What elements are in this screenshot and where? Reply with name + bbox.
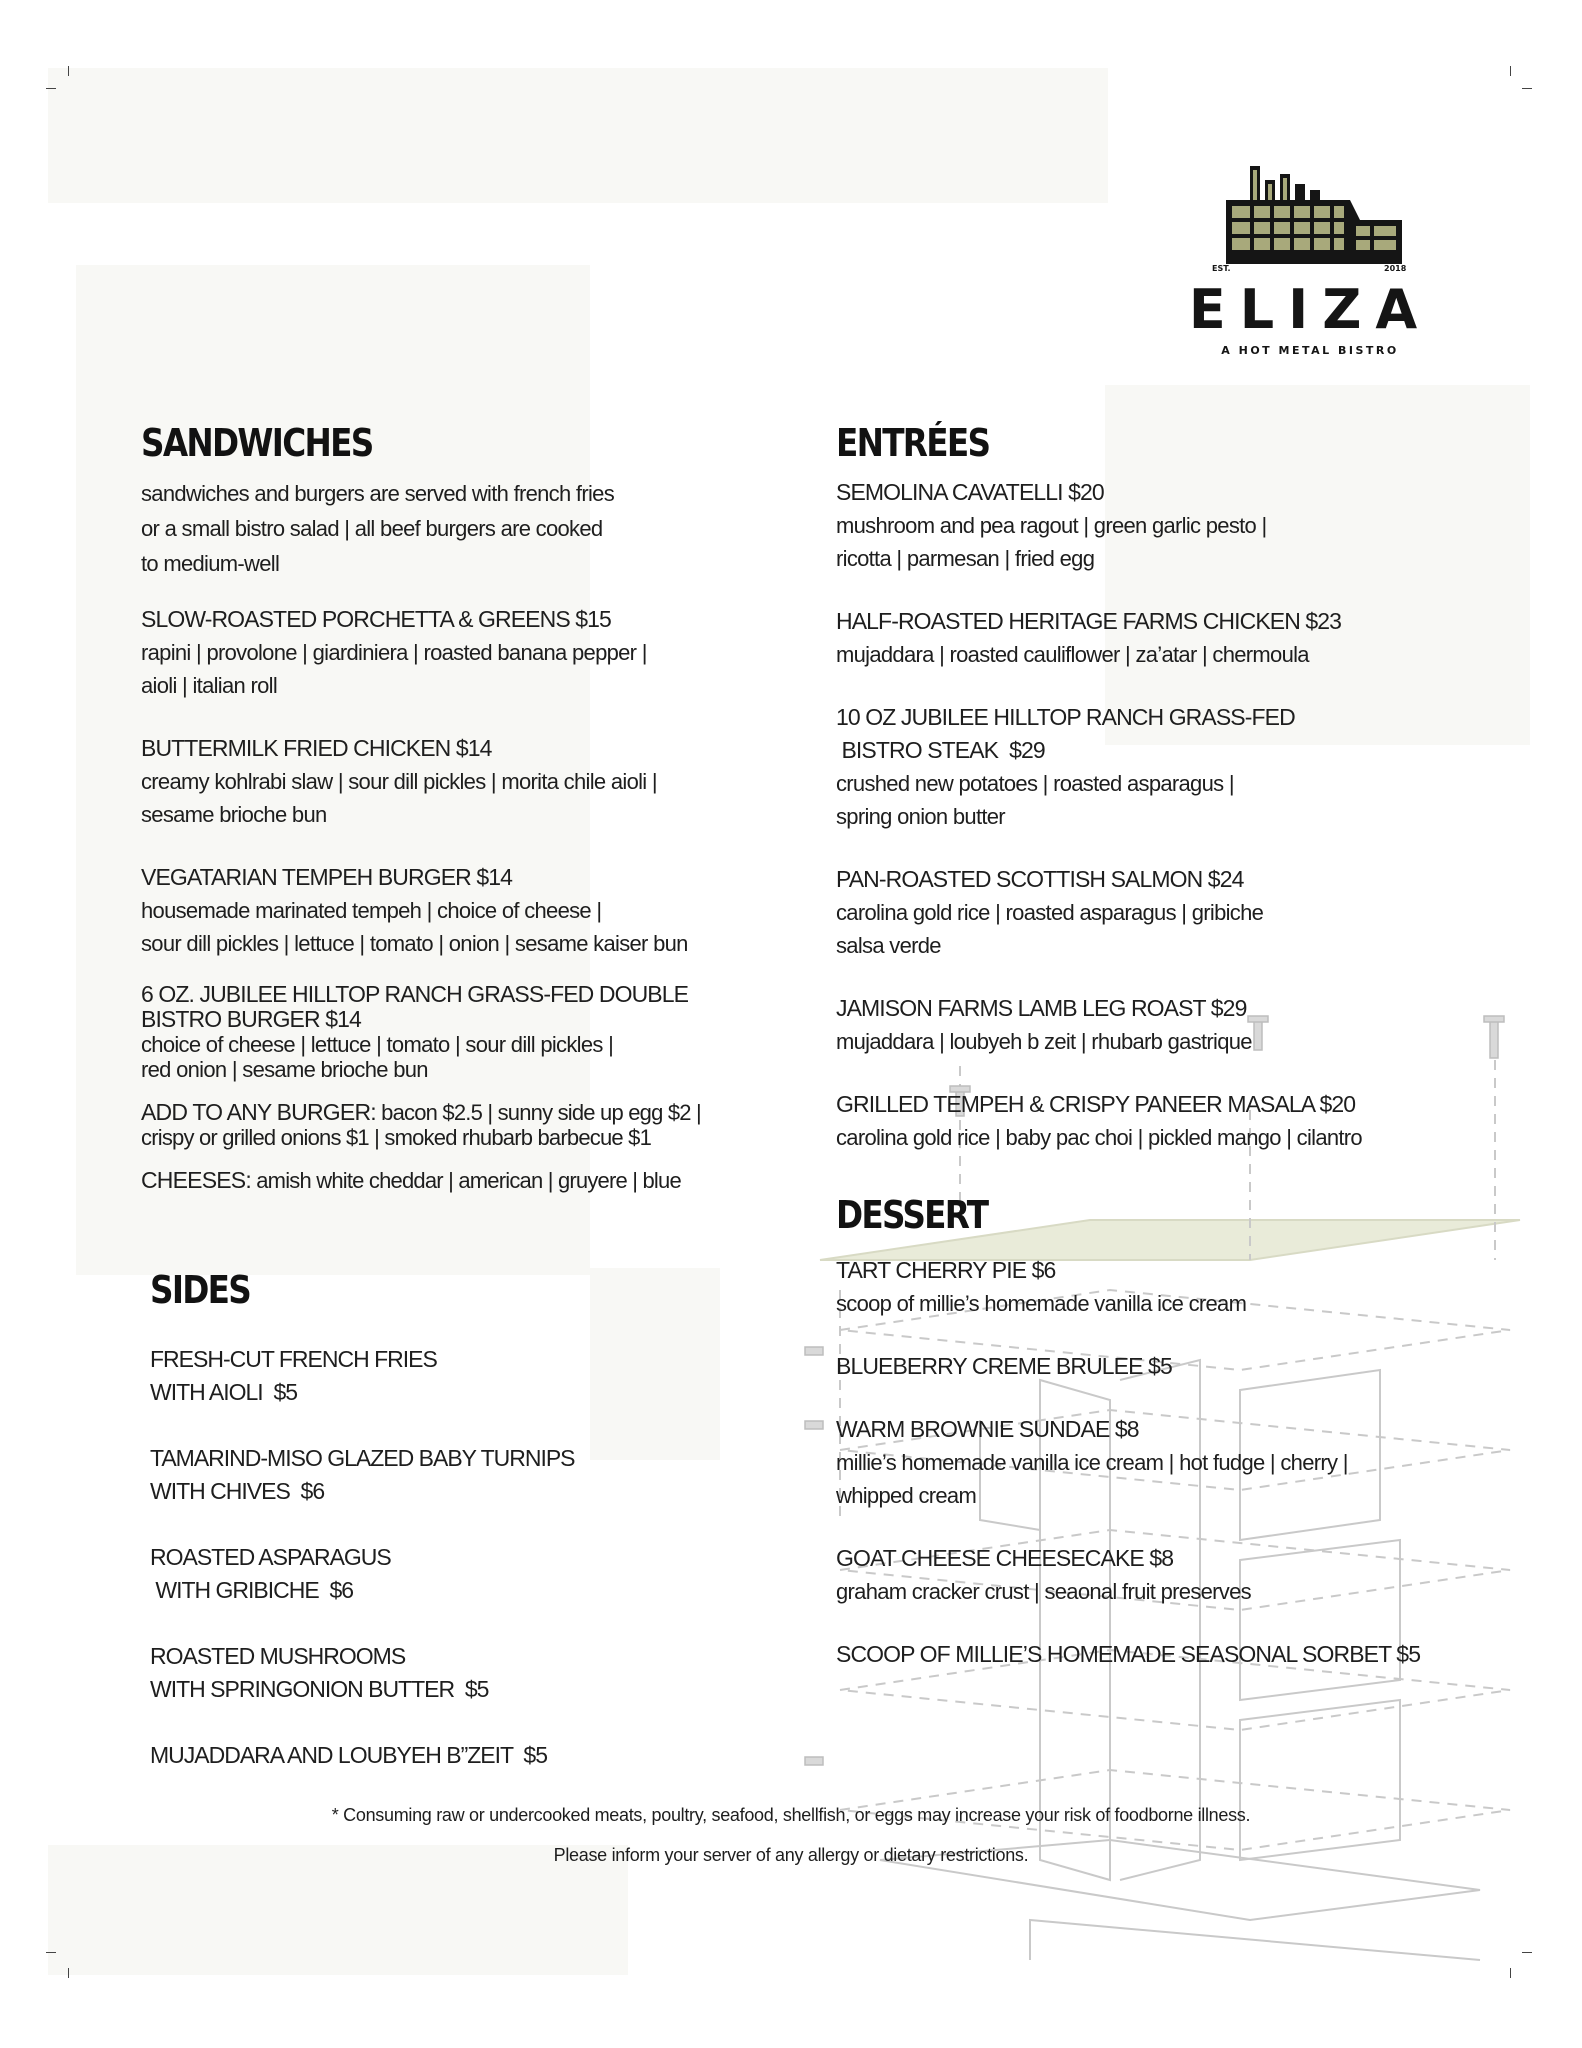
side-item (150, 1739, 750, 1772)
logo-year-label: 2018 (1384, 264, 1407, 273)
addon-label: ADD TO ANY BURGER: (141, 1099, 376, 1125)
menu-item-desc: aioli | italian roll (141, 673, 278, 698)
menu-item-name: WARM BROWNIE SUNDAE $8 (836, 1416, 1139, 1442)
burger-addons (141, 1100, 781, 1150)
menu-item-desc: red onion | sesame brioche bun (141, 1057, 428, 1082)
entrees-section (836, 418, 1476, 1701)
menu-item-name: BUTTERMILK FRIED CHICKEN $14 (141, 735, 492, 761)
footer-allergy-note: Please inform your server of any allergy or dietary restrictions. (553, 1845, 1029, 1865)
crop-mark (1510, 66, 1511, 76)
menu-item-name: GRILLED TEMPEH & CRISPY PANEER MASALA $20 (836, 1091, 1356, 1117)
side-item (150, 1541, 750, 1607)
menu-item-name: JAMISON FARMS LAMB LEG ROAST $29 (836, 995, 1247, 1021)
menu-item-desc: salsa verde (836, 933, 941, 958)
side-item (150, 1640, 750, 1706)
menu-item-name: SCOOP OF MILLIE’S HOMEMADE SEASONAL SORBET $5 (836, 1641, 1421, 1667)
menu-item (141, 861, 781, 960)
menu-item-name: HALF-ROASTED HERITAGE FARMS CHICKEN $23 (836, 608, 1342, 634)
logo-est-label: EST. (1212, 264, 1231, 273)
menu-item-desc: graham cracker crust | seaonal fruit preserves (836, 1579, 1251, 1604)
side-item-line: TAMARIND-MISO GLAZED BABY TURNIPS (150, 1445, 575, 1471)
menu-item-desc: ricotta | parmesan | fried egg (836, 546, 1095, 571)
sandwiches-section (141, 418, 781, 1211)
menu-item-desc: sour dill pickles | lettuce | tomato | onion | sesame kaiser bun (141, 931, 688, 956)
menu-item (141, 982, 781, 1082)
side-item-line: ROASTED MUSHROOMS (150, 1643, 406, 1669)
side-item-line: MUJADDARA AND LOUBYEH B”ZEIT $5 (150, 1742, 548, 1768)
menu-item-desc: mushroom and pea ragout | green garlic pesto | (836, 513, 1267, 538)
menu-item (141, 732, 781, 831)
menu-item (836, 1413, 1476, 1512)
menu-item-name: GOAT CHEESE CHEESECAKE $8 (836, 1545, 1174, 1571)
crop-mark (1522, 88, 1532, 89)
side-item-line: WITH AIOLI $5 (150, 1379, 298, 1405)
intro-line: or a small bistro salad | all beef burgers are cooked (141, 516, 603, 541)
menu-item-desc: mujaddara | loubyeh b zeit | rhubarb gastrique (836, 1029, 1252, 1054)
section-title-dessert: DESSERT (836, 1193, 988, 1237)
menu-item-name: 6 OZ. JUBILEE HILLTOP RANCH GRASS-FED DOUBLE (141, 981, 689, 1007)
side-item-line: WITH GRIBICHE $6 (150, 1577, 354, 1603)
side-item-line: FRESH-CUT FRENCH FRIES (150, 1346, 437, 1372)
menu-item-name: 10 OZ JUBILEE HILLTOP RANCH GRASS-FED (836, 704, 1295, 730)
side-item-line: ROASTED ASPARAGUS (150, 1544, 391, 1570)
crop-mark (46, 1952, 56, 1953)
menu-item-name: TART CHERRY PIE $6 (836, 1257, 1056, 1283)
menu-item-desc: carolina gold rice | baby pac choi | pickled mango | cilantro (836, 1125, 1362, 1150)
logo-subtitle: A HOT METAL BISTRO (1221, 344, 1399, 357)
menu-item-name: PAN-ROASTED SCOTTISH SALMON $24 (836, 866, 1244, 892)
menu-item (836, 701, 1476, 833)
background-panel (48, 68, 1108, 203)
menu-item (836, 1638, 1476, 1671)
menu-item (836, 1350, 1476, 1383)
side-item-line: WITH SPRINGONION BUTTER $5 (150, 1676, 489, 1702)
menu-item (141, 603, 781, 702)
menu-item-desc: rapini | provolone | giardiniera | roasted banana pepper | (141, 640, 647, 665)
menu-item-name: BISTRO BURGER $14 (141, 1006, 361, 1032)
section-title-sandwiches: SANDWICHES (141, 421, 373, 465)
crop-mark (68, 1968, 69, 1978)
menu-item-name: VEGATARIAN TEMPEH BURGER $14 (141, 864, 513, 890)
menu-item-desc: whipped cream (836, 1483, 977, 1508)
section-title-sides: SIDES (150, 1268, 251, 1312)
logo-name: ELIZA (1188, 278, 1432, 341)
menu-item (836, 1254, 1476, 1320)
menu-item (836, 863, 1476, 962)
menu-item-desc: sesame brioche bun (141, 802, 327, 827)
side-item (150, 1343, 750, 1409)
addon-text: crispy or grilled onions $1 | smoked rhubarb barbecue $1 (141, 1125, 652, 1150)
menu-item-desc: millie’s homemade vanilla ice cream | hot fudge | cherry | (836, 1450, 1348, 1475)
footer-disclaimer: * Consuming raw or undercooked meats, poultry, seafood, shellfish, or eggs may increase your risk of foodborne illness. (331, 1805, 1251, 1825)
menu-item-desc: housemade marinated tempeh | choice of cheese | (141, 898, 602, 923)
menu-item-name: BISTRO STEAK $29 (836, 737, 1045, 763)
menu-item (836, 605, 1476, 671)
intro-line: sandwiches and burgers are served with french fries (141, 481, 614, 506)
crop-mark (46, 88, 56, 89)
intro-line: to medium-well (141, 551, 280, 576)
cheeses-text: amish white cheddar | american | gruyere | blue (250, 1168, 681, 1193)
eliza-logo (1170, 160, 1450, 360)
side-item (150, 1442, 750, 1508)
menu-item-name: SLOW-ROASTED PORCHETTA & GREENS $15 (141, 606, 611, 632)
cheeses-line (141, 1168, 781, 1193)
menu-item-desc: crushed new potatoes | roasted asparagus | (836, 771, 1234, 796)
menu-item-name: BLUEBERRY CREME BRULEE $5 (836, 1353, 1172, 1379)
cheeses-label: CHEESES: (141, 1167, 251, 1193)
section-title-entrees: ENTRÉES (836, 421, 990, 465)
menu-item-desc: creamy kohlrabi slaw | sour dill pickles | morita chile aioli | (141, 769, 657, 794)
menu-item-desc: carolina gold rice | roasted asparagus | gribiche (836, 900, 1264, 925)
sides-section (150, 1265, 750, 1805)
side-item-line: WITH CHIVES $6 (150, 1478, 325, 1504)
menu-item (836, 1088, 1476, 1154)
menu-item-name: SEMOLINA CAVATELLI $20 (836, 479, 1104, 505)
sandwiches-intro (141, 476, 781, 581)
menu-item (836, 476, 1476, 575)
menu-item-desc: spring onion butter (836, 804, 1005, 829)
menu-item (836, 992, 1476, 1058)
menu-item-desc: choice of cheese | lettuce | tomato | sour dill pickles | (141, 1032, 614, 1057)
menu-item-desc: mujaddara | roasted cauliflower | za’atar | chermoula (836, 642, 1309, 667)
menu-item (836, 1542, 1476, 1608)
menu-item-desc: scoop of millie’s homemade vanilla ice cream (836, 1291, 1247, 1316)
crop-mark (68, 66, 69, 76)
addon-text: bacon $2.5 | sunny side up egg $2 | (375, 1100, 701, 1125)
factory-icon (1170, 160, 1450, 280)
